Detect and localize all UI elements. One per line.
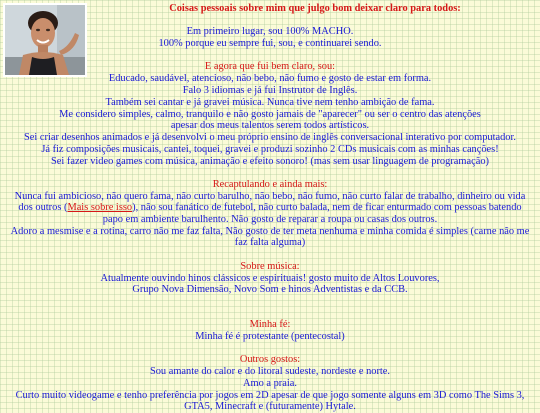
main-content-wide [0,97,540,413]
gostos-line: Sou amante do calor e do litoral sudeste, nordeste e norte. [149,366,391,378]
main-content [0,26,450,96]
section-heading-fe: Minha fé: [249,319,291,331]
gostos-line: Curto muito videogame e tenho preferência por jogos em 2D apesar de que jogo somente alguns em 3D como The Sims 3, GTA5, Minecraft e (futuramente) Hytale. [15,389,525,413]
musica-line: Grupo Nova Dimensão, Novo Som e hinos Adventistas e da CCB. [132,284,408,296]
claro-line: Falo 3 idiomas e já fui Instrutor de Inglês. [182,84,358,96]
claro-line: Já fiz composições musicais, cantei, toquei, gravei e produzi sozinho 2 CDs musicais com as minhas canções! [41,143,499,155]
recap-text-after: ), não sou fanático de futebol, não curto balada, nem de ficar enturmado com pessoas batendo papo em ambiente barulhento. Não gosto de reparar a roupa ou casas dos outros. [102,202,522,226]
fe-line: Minha fé é protestante (pentecostal) [195,331,345,342]
intro-line-1: Em primeiro lugar, sou 100% MACHO. [186,26,354,37]
claro-line: Também sei cantar e já gravei música. Nunca tive nem tenho ambição de fama. [105,97,435,108]
gostos-line: Amo a praia. [243,377,297,389]
page-title: Coisas pessoais sobre mim que julgo bom deixar claro para todos: [169,3,461,14]
section-heading-gostos: Outros gostos: [239,354,301,366]
recap-paragraph-2: Adoro a mesmise e a rotina, carro não me faz falta, Não gosto de ter meta nenhuma e minha comida é simples (carne não me faz falta alguma) [10,225,530,249]
section-heading-musica: Sobre música: [240,260,300,272]
section-heading-claro: E agora que fui bem claro, sou: [204,61,336,73]
recap-paragraph-1 [0,191,540,226]
mais-sobre-isso-link[interactable]: Mais sobre isso [67,202,133,214]
musica-line: Atualmente ouvindo hinos clássicos e espirituais! gosto muito de Altos Louvores, [100,272,440,284]
claro-line: Me considero simples, calmo, tranquilo e não gosto jamais de "aparecer" ou ser o centro das atenções apesar dos meus talentos serem todos artísticos. [59,108,481,132]
intro-line-2: 100% porque eu sempre fui, sou, e continuarei sendo. [158,37,382,49]
section-heading-recap: Recaptulando e ainda mais: [212,178,328,190]
recap-text-before: Nunca fui ambicioso, não quero fama, não curto barulho, não bebo, não fumo, não curto falar de trabalho, dinheiro ou vida dos outros ( [14,190,526,214]
claro-line: Educado, saudável, atencioso, não bebo, não fumo e gosto de estar em forma. [108,72,432,84]
claro-line: Sei criar desenhos animados e já desenvolvi o meu próprio ensino de inglês conversacional interativo por computador. [24,132,516,144]
claro-line: Sei fazer video games com música, animação e efeito sonoro! (mas sem usar linguagem de programação) [51,155,489,167]
